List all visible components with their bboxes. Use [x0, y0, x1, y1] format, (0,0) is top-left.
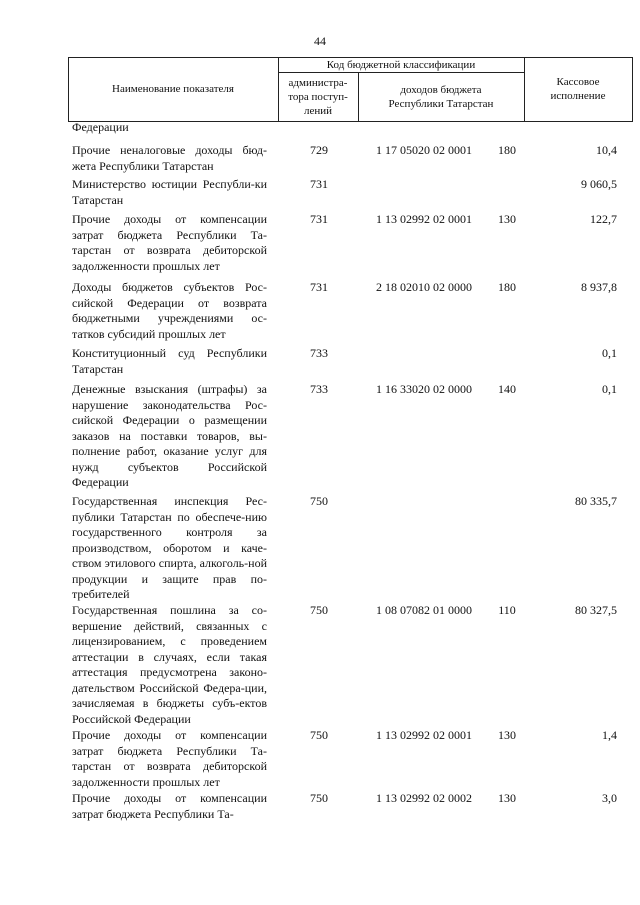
header-income-col: доходов бюджета Республики Татарстан: [388, 83, 494, 110]
row-kosgu: 140: [498, 382, 516, 396]
row-name: Доходы бюджетов субъектов Рос-сийской Федерации от возврата бюджетными учреждениями ос-татков субсидий прошлых лет: [72, 280, 267, 341]
row-income-code: 2 18 02010 02 0000: [376, 280, 472, 294]
page-number: 44: [314, 34, 326, 48]
row-admin-code: 750: [310, 603, 328, 617]
row-admin-code: 731: [310, 212, 328, 226]
row-admin-code: 733: [310, 346, 328, 360]
row-name: Государственная пошлина за со-вершение действий, связанных с лицензированием, с проведением аттестации в случаях, если такая аттестация предусмотрена законо-дательством Российской Федера-ции, зачисляемая в бюджеты субъ-ектов Российской Федерации: [72, 603, 267, 726]
row-kosgu: 180: [498, 280, 516, 294]
row-kosgu: 180: [498, 143, 516, 157]
row-name: Прочие доходы от компенсации затрат бюджета Республики Та-тарстан от возврата дебиторской задолженности прошлых лет: [72, 212, 267, 273]
row-name: Прочие неналоговые доходы бюд-жета Республики Татарстан: [72, 143, 267, 173]
row-income-code: 1 16 33020 02 0000: [376, 382, 472, 396]
row-admin-code: 731: [310, 177, 328, 191]
row-sum: 3,0: [602, 791, 617, 805]
row-sum: 122,7: [590, 212, 617, 226]
row-admin-code: 750: [310, 728, 328, 742]
row-income-code: 1 08 07082 01 0000: [376, 603, 472, 617]
row-name: Государственная инспекция Рес-публики Татарстан по обеспече-нию государственного контроля за производством, оборотом и каче-ством этилового спирта, алкоголь-ной продукции и защите прав по-требителей: [72, 494, 267, 601]
row-kosgu: 110: [498, 603, 516, 617]
table-header: [68, 57, 633, 122]
row-admin-code: 733: [310, 382, 328, 396]
row-sum: 8 937,8: [581, 280, 617, 294]
row-admin-code: 750: [310, 791, 328, 805]
row-sum: 80 327,5: [575, 603, 617, 617]
header-budget-code-group: Код бюджетной классификации: [326, 58, 476, 71]
row-income-code: 1 13 02992 02 0001: [376, 728, 472, 742]
row-name: Прочие доходы от компенсации затрат бюджета Республики Та-тарстан от возврата дебиторской задолженности прошлых лет: [72, 728, 267, 789]
row-kosgu: 130: [498, 728, 516, 742]
row-income-code: 1 13 02992 02 0002: [376, 791, 472, 805]
row-sum: 1,4: [602, 728, 617, 742]
row-admin-code: 731: [310, 280, 328, 294]
row-income-code: 1 13 02992 02 0001: [376, 212, 472, 226]
row-name: Министерство юстиции Республи-ки Татарстан: [72, 177, 267, 207]
row-name: Денежные взыскания (штрафы) за нарушение законодательства Рос-сийской Федерации о размещении заказов на поставки товаров, вы-полнение работ, оказание услуг для нужд субъектов Российской Федерации: [72, 382, 267, 489]
row-name: Конституционный суд Республики Татарстан: [72, 346, 267, 376]
row-admin-code: 750: [310, 494, 328, 508]
header-right-border: [632, 57, 633, 122]
header-name-col: Наименование показателя: [112, 83, 234, 95]
header-admin-col: администра- тора поступ- лений: [288, 76, 348, 117]
row-name: Федерации: [72, 120, 129, 134]
row-kosgu: 130: [498, 212, 516, 226]
row-admin-code: 729: [310, 143, 328, 157]
row-kosgu: 130: [498, 791, 516, 805]
header-exec-col: Кассовое исполнение: [550, 76, 606, 102]
row-sum: 9 060,5: [581, 177, 617, 191]
row-name: Прочие доходы от компенсации затрат бюджета Республики Та-: [72, 791, 267, 821]
row-sum: 80 335,7: [575, 494, 617, 508]
row-sum: 0,1: [602, 382, 617, 396]
row-sum: 0,1: [602, 346, 617, 360]
row-income-code: 1 17 05020 02 0001: [376, 143, 472, 157]
row-sum: 10,4: [596, 143, 617, 157]
